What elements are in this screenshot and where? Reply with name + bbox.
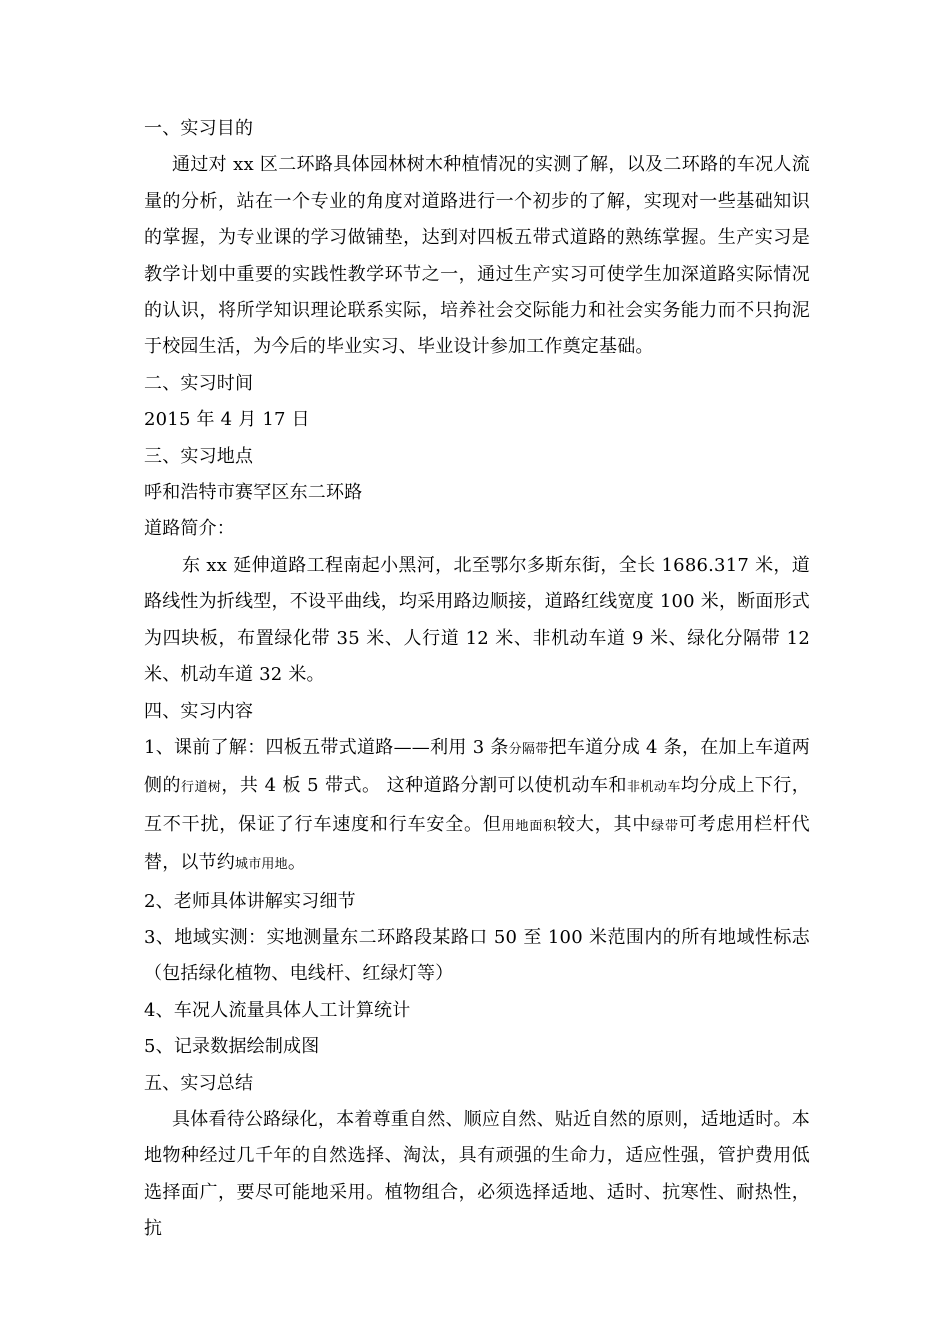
section-heading-time: 二、实习时间 xyxy=(144,372,254,394)
item1-small-land-area: 用地面积 xyxy=(501,818,558,834)
item1-small-street-trees: 行道树 xyxy=(180,780,222,796)
section-heading-purpose: 一、实习目的 xyxy=(144,118,254,139)
internship-location: 呼和浩特市赛罕区东二环路 xyxy=(144,482,363,504)
item1-small-green-belt: 绿带 xyxy=(651,818,679,834)
item1-small-non-motor: 非机动车 xyxy=(626,780,681,796)
item1-text-5: 较大，其中 xyxy=(557,813,652,835)
item1-text-2: 把车道分成 4 条，在加上车道两侧的 xyxy=(144,736,810,797)
item1-text-1: 1、课前了解：四板五带式道路——利用 3 条 xyxy=(144,736,509,758)
content-item-5: 5、记录数据绘制成图 xyxy=(144,1036,320,1058)
item1-small-separator-belt: 分隔带 xyxy=(508,741,549,757)
document-body xyxy=(144,111,810,1248)
item1-text-6: 可考虑用栏杆代替，以节约 xyxy=(144,813,810,874)
content-item-2: 2、老师具体讲解实习细节 xyxy=(144,890,356,912)
content-item-1 xyxy=(144,730,810,884)
content-item-3: 3、地域实测：实地测量东二环路段某路口 50 至 100 米范围内的所有地域性标志（包括绿化植物、电线杆、红绿灯等） xyxy=(144,926,810,985)
paragraph-summary: 具体看待公路绿化，本着尊重自然、顺应自然、贴近自然的原则，适地适时。本地物种经过几千年的自然选择、淘汰，具有顽强的生命力，适应性强，管护费用低选择面广，要尽可能地采用。植物组合，必须选择适地、适时、抗寒性、耐热性，抗 xyxy=(144,1108,810,1240)
item1-text-4: 均分成上下行，互不干扰，保证了行车速度和行车安全。但 xyxy=(144,775,810,835)
section-heading-content: 四、实习内容 xyxy=(144,700,254,722)
item1-text-7: 。 xyxy=(287,852,307,874)
item1-small-urban-land: 城市用地 xyxy=(235,857,288,873)
section-heading-summary: 五、实习总结 xyxy=(144,1072,254,1094)
content-item-4: 4、车况人流量具体人工计算统计 xyxy=(144,999,411,1021)
paragraph-purpose: 通过对 xx 区二环路具体园林树木种植情况的实测了解，以及二环路的车况人流量的分析，站在一个专业的角度对道路进行一个初步的了解，实现对一些基础知识的掌握，为专业课的学习做铺垫，达到对四板五带式道路的熟练掌握。生产实习是教学计划中重要的实践性教学环节之一，通过生产实习可使学生加深道路实际情况的认识，将所学知识理论联系实际，培养社会交际能力和社会实务能力而不只拘泥于校园生活，为今后的毕业实习、毕业设计参加工作奠定基础。 xyxy=(144,154,810,358)
internship-date: 2015 年 4 月 17 日 xyxy=(144,409,310,431)
road-intro-label: 道路简介： xyxy=(144,518,235,540)
paragraph-road-intro: 东 xx 延伸道路工程南起小黑河，北至鄂尔多斯东街，全长 1686.317 米，道路线性为折线型，不设平曲线，均采用路边顺接，道路红线宽度 100 米，断面形式为四块板，布置绿化带 35 米、人行道 12 米、非机动车道 9 米、绿化分隔带 12 米、机动车道 32 米。 xyxy=(144,554,810,686)
item1-text-3: ，共 4 板 5 带式。 这种道路分割可以使机动车和 xyxy=(221,775,627,797)
section-heading-location: 三、实习地点 xyxy=(144,445,254,467)
